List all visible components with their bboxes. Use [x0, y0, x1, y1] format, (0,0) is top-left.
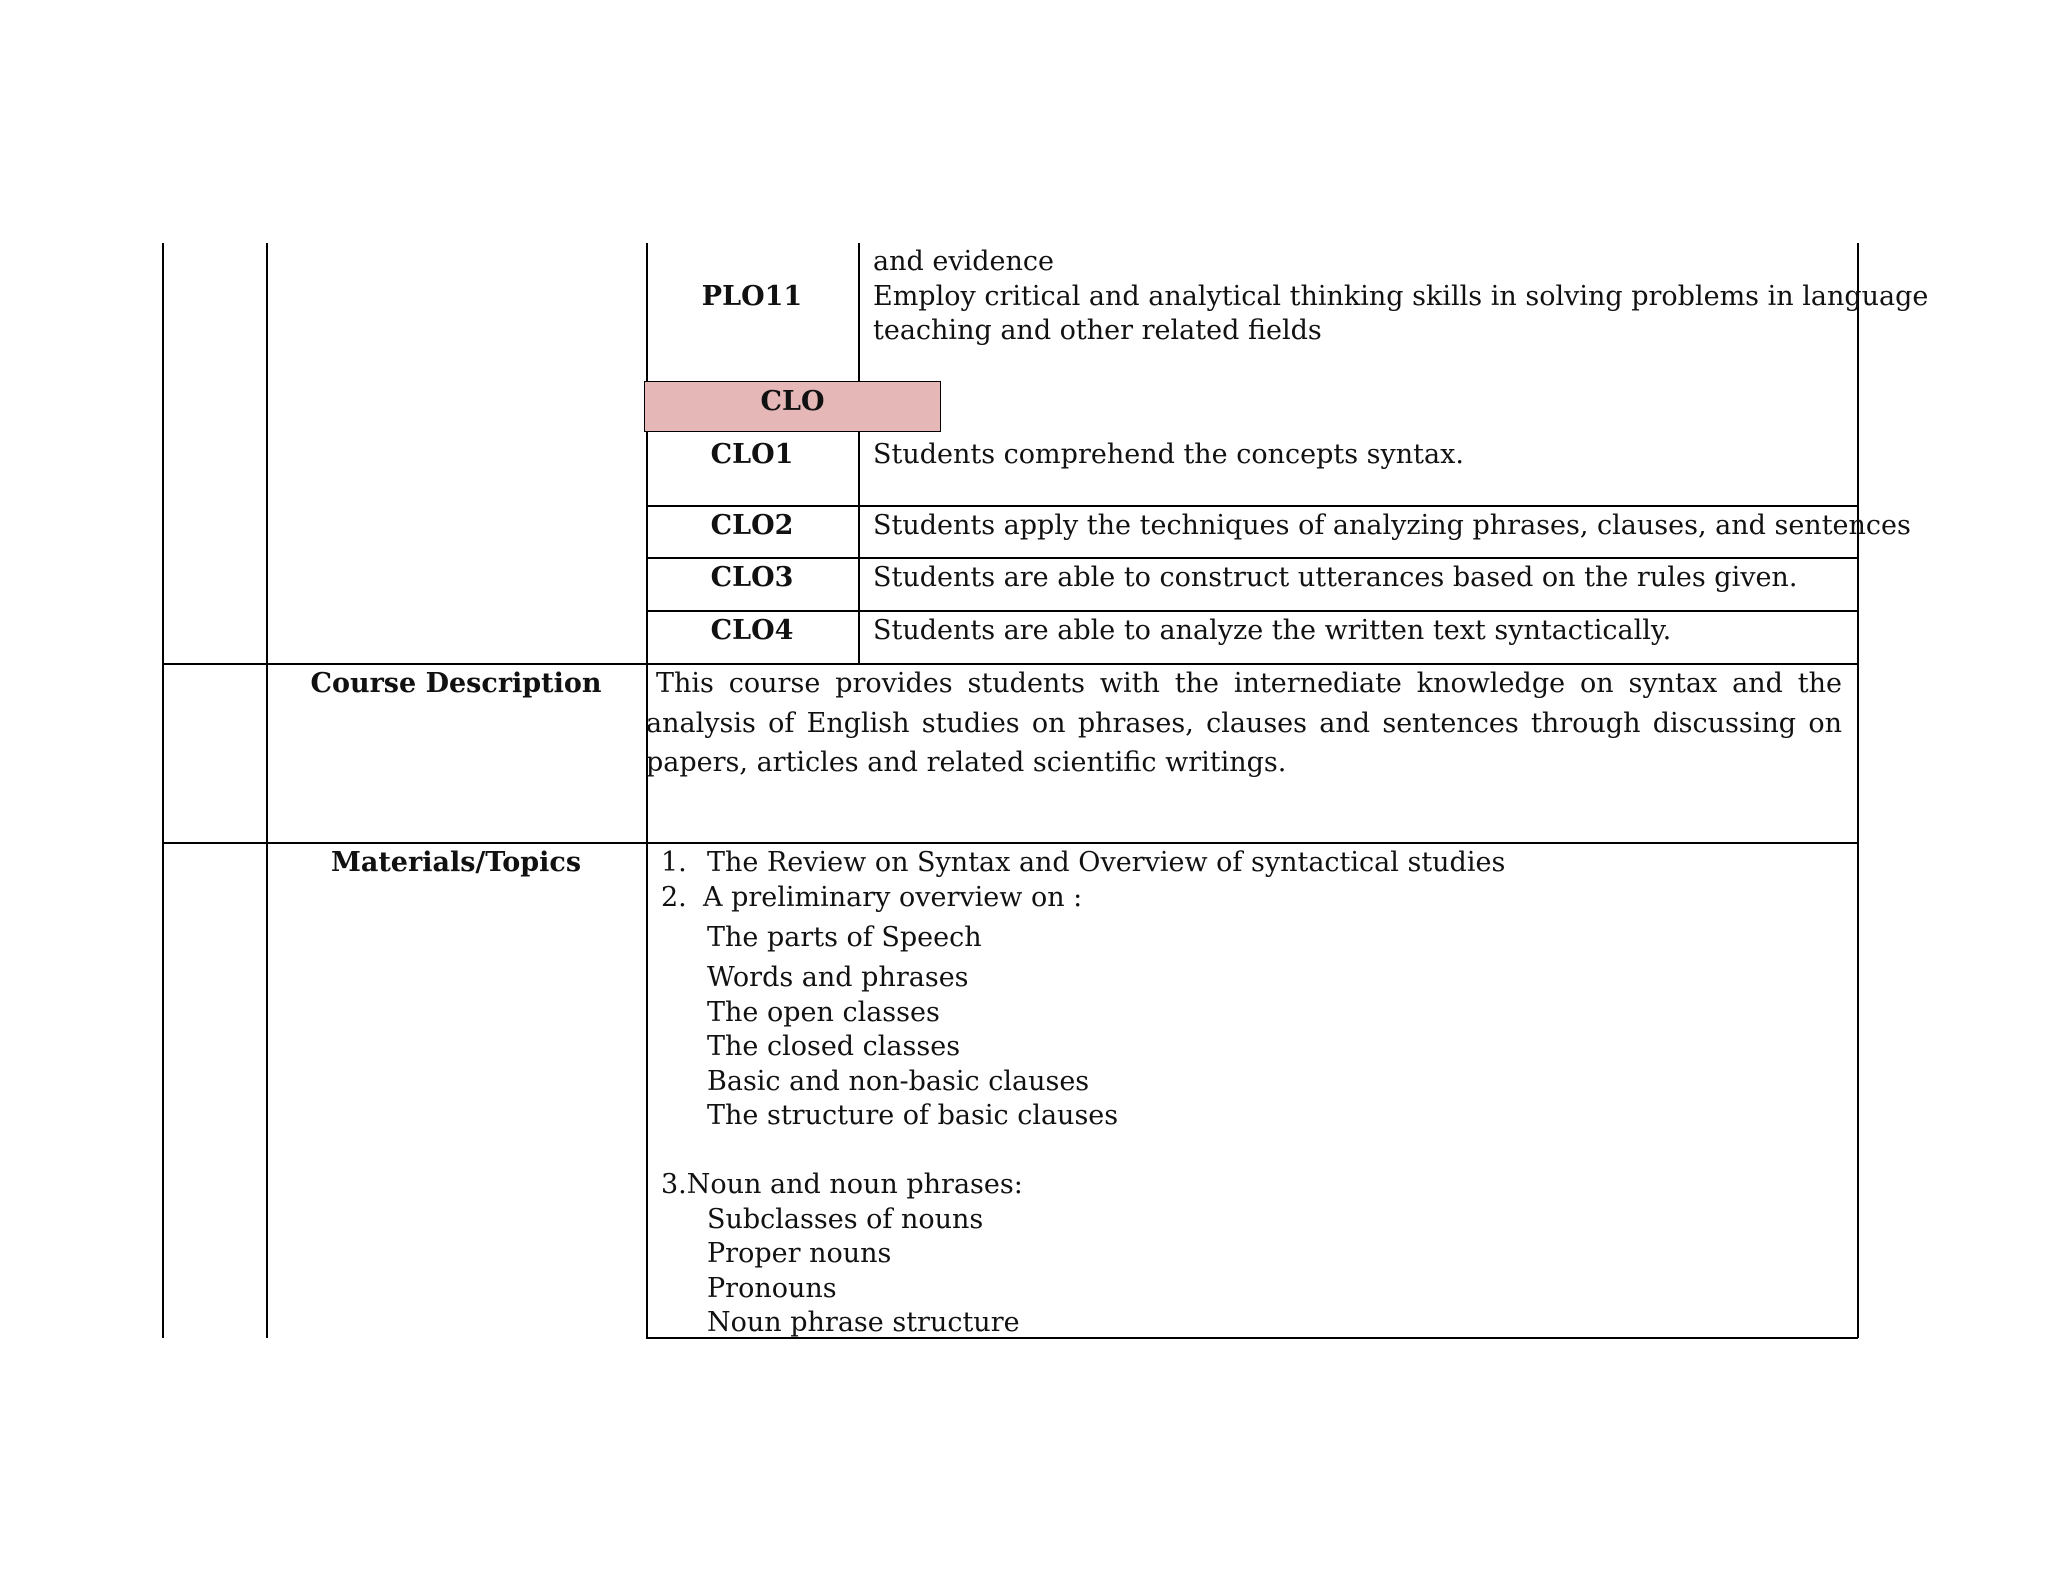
materials-item1: The Review on Syntax and Overview of syntactical studies: [707, 847, 1506, 878]
clo3-code: CLO3: [710, 562, 794, 593]
course-description-label: Course Description: [310, 668, 602, 699]
clo-header-label: CLO: [760, 386, 825, 417]
plo11-description-line1: Employ critical and analytical thinking skills in solving problems in language: [873, 281, 1929, 312]
table-border-left: [162, 243, 164, 1338]
table-column-divider-1: [266, 243, 268, 1338]
clo4-code: CLO4: [710, 615, 794, 646]
materials-item3-sub: Noun phrase structure: [707, 1307, 1020, 1338]
materials-item3-sub: Pronouns: [707, 1273, 837, 1304]
table-column-divider-3: [858, 243, 860, 383]
plo11-code: PLO11: [701, 281, 803, 312]
clo1-code: CLO1: [710, 439, 794, 470]
table-rule-clo4-top: [646, 610, 1858, 612]
clo3-description: Students are able to construct utterances based on the rules given.: [873, 562, 1798, 593]
clo1-description: Students comprehend the concepts syntax.: [873, 439, 1464, 470]
materials-item2-sub: The closed classes: [707, 1031, 961, 1062]
plo11-description-line2: teaching and other related fields: [873, 315, 1322, 346]
table-rule-materials-top: [162, 842, 1858, 844]
materials-item2-sub: Basic and non-basic clauses: [707, 1066, 1090, 1097]
materials-item2-sub: Words and phrases: [707, 962, 969, 993]
clo2-description: Students apply the techniques of analyzing phrases, clauses, and sentences: [873, 510, 1911, 541]
materials-item2-sub: The parts of Speech: [707, 922, 982, 953]
plo-continuation-text: and evidence: [873, 246, 1054, 277]
materials-item2-sub: The open classes: [707, 997, 940, 1028]
materials-item2: A preliminary overview on :: [703, 882, 1083, 913]
table-border-right: [1857, 243, 1859, 1338]
materials-item3: 3.Noun and noun phrases:: [661, 1169, 1023, 1200]
materials-item2-number: 2.: [661, 882, 687, 913]
table-column-divider-3b: [858, 432, 860, 665]
table-rule-clo2-top: [646, 505, 1858, 507]
course-description-text: This course provides students with the internediate knowledge on syntax and the analysis of English studies on phrases, clauses and sentences through discussing on papers, articles and related scientific writings.: [646, 668, 1842, 778]
materials-item3-sub: Subclasses of nouns: [707, 1204, 984, 1235]
materials-topics-label: Materials/Topics: [330, 847, 582, 878]
clo4-description: Students are able to analyze the written text syntactically.: [873, 615, 1672, 646]
materials-item1-number: 1.: [661, 847, 687, 878]
materials-item2-sub: The structure of basic clauses: [707, 1100, 1119, 1131]
materials-item3-sub: Proper nouns: [707, 1238, 892, 1269]
table-rule-clo3-top: [646, 557, 1858, 559]
clo2-code: CLO2: [710, 510, 794, 541]
